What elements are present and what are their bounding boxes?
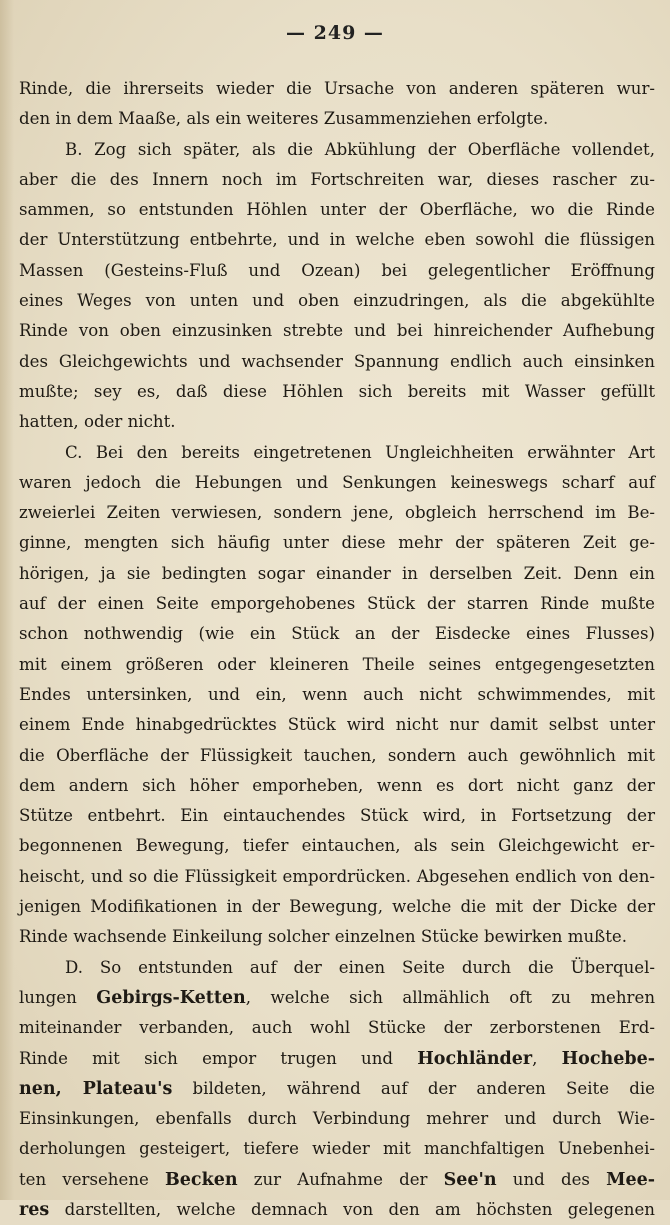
text-segment: Rinde mit sich empor trugen und <box>19 1048 418 1068</box>
text-line: schon nothwendig (wie ein Stück an der Eisdecke eines Flusses) <box>19 624 655 644</box>
text-segment: ten versehene <box>19 1169 165 1189</box>
text-line <box>19 1044 655 1074</box>
text-line: Massen (Gesteins-Fluß und Ozean) bei gelegentlicher Eröffnung <box>19 260 655 280</box>
text-line: Rinde wachsende Einkeilung solcher einzelnen Stücke bewirken mußte. <box>19 927 628 947</box>
text-line: derholungen gesteigert, tiefere wieder mit manchfaltigen Unebenhei- <box>19 1139 655 1159</box>
text-line: auf der einen Seite emporgehobenes Stück der starren Rinde mußte <box>19 594 655 614</box>
text-line: dem andern sich höher emporheben, wenn es dort nicht ganz der <box>19 775 655 795</box>
text-line: den in dem Maaße, als ein weiteres Zusammenziehen erfolgte. <box>19 109 549 129</box>
text-line: miteinander verbanden, auch wohl Stücke der zerborstenen Erd- <box>19 1018 655 1038</box>
text-line: mußte; sey es, daß diese Höhlen sich bereits mit Wasser gefüllt <box>19 381 655 401</box>
body-text <box>19 74 655 1225</box>
text-line: zweierlei Zeiten verwiesen, sondern jene, obgleich herrschend im Be- <box>19 503 655 523</box>
text-line: einem Ende hinabgedrücktes Stück wird nicht nur damit selbst unter <box>19 715 655 735</box>
text-line: Rinde von oben einzusinken strebte und bei hinreichender Aufhebung <box>19 321 655 341</box>
text-line: sammen, so entstunden Höhlen unter der Oberfläche, wo die Rinde <box>19 200 655 220</box>
text-line: der Unterstützung entbehrte, und in welche eben sowohl die flüssigen <box>19 230 655 250</box>
text-line: Einsinkungen, ebenfalls durch Verbindung mehrer und durch Wie- <box>19 1109 655 1129</box>
paragraph-b <box>19 135 655 438</box>
text-line: hörigen, ja sie bedingten sogar einander in derselben Zeit. Denn ein <box>19 563 655 583</box>
paragraph-c <box>19 438 655 953</box>
text-line: D. So entstunden auf der einen Seite durch die Überquel- <box>65 957 655 977</box>
text-segment: bildeten, während auf der anderen Seite die <box>172 1078 655 1098</box>
text-line: heischt, und so die Flüssigkeit empordrücken. Abgesehen endlich von den- <box>19 866 655 886</box>
emphasized-term: Hochländer <box>417 1048 533 1069</box>
emphasized-term: Mee- <box>606 1169 655 1190</box>
text-line: ginne, mengten sich häufig unter diese mehr der späteren Zeit ge- <box>19 533 655 553</box>
text-segment: , <box>532 1048 562 1068</box>
text-line: des Gleichgewichts und wachsender Spannung endlich auch einsinken <box>19 351 655 371</box>
emphasized-term: nen, Plateau's <box>19 1078 173 1099</box>
text-line: aber die des Innern noch im Fortschreiten war, dieses rascher zu- <box>19 169 655 189</box>
emphasized-term: Gebirgs-Ketten <box>96 987 246 1008</box>
text-segment: zur Aufnahme der <box>237 1169 444 1189</box>
text-line: C. Bei den bereits eingetretenen Ungleichheiten erwähnter Art <box>65 442 655 462</box>
text-line: die Oberfläche der Flüssigkeit tauchen, sondern auch gewöhnlich mit <box>19 745 655 765</box>
text-line: jenigen Modifikationen in der Bewegung, welche die mit der Dicke der <box>19 897 655 917</box>
text-line: Endes untersinken, und ein, wenn auch nicht schwimmendes, mit <box>19 684 655 704</box>
emphasized-term: Hochebe- <box>561 1048 655 1069</box>
text-segment: lungen <box>19 987 97 1007</box>
paragraph-d <box>19 953 655 1225</box>
text-line: begonnenen Bewegung, tiefer eintauchen, als sein Gleichgewicht er- <box>19 836 655 856</box>
text-line: Rinde, die ihrerseits wieder die Ursache von anderen späteren wur- <box>19 79 655 98</box>
text-line: B. Zog sich später, als die Abkühlung der Oberfläche vollendet, <box>65 139 655 159</box>
text-line: hatten, oder nicht. <box>19 412 176 432</box>
paragraph-continuation <box>19 74 655 135</box>
text-line: waren jedoch die Hebungen und Senkungen keineswegs scharf auf <box>19 472 655 492</box>
emphasized-term: res <box>19 1199 50 1220</box>
text-line: Stütze entbehrt. Ein eintauchendes Stück wird, in Fortsetzung der <box>19 806 655 826</box>
text-segment: darstellten, welche demnach von den am höchsten gelegenen <box>49 1199 655 1219</box>
emphasized-term: See'n <box>443 1169 497 1190</box>
text-segment: , welche sich allmählich oft zu mehren <box>245 987 656 1007</box>
text-segment: und des <box>496 1169 607 1189</box>
text-line: mit einem größeren oder kleineren Theile seines entgegengesetzten <box>19 654 655 674</box>
page-number-header: — 249 — <box>286 22 384 44</box>
text-line <box>19 1165 655 1195</box>
emphasized-term: Becken <box>165 1169 238 1190</box>
text-line <box>19 983 655 1013</box>
text-line: eines Weges von unten und oben einzudringen, als die abgekühlte <box>19 291 655 311</box>
text-line <box>19 1074 655 1104</box>
text-line <box>19 1195 655 1225</box>
